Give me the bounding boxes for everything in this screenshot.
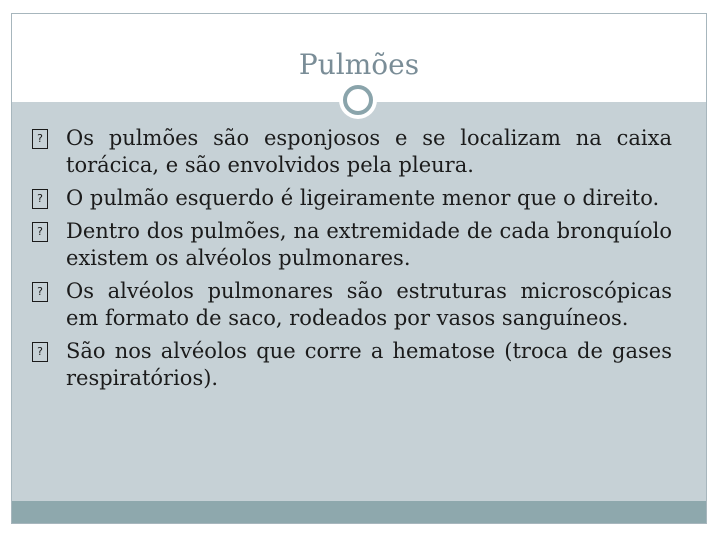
- bullet-text: O pulmão esquerdo é ligeiramente menor que o direito.: [66, 186, 660, 210]
- missing-glyph-bullet-icon: ?: [32, 129, 48, 149]
- slide: [11, 13, 707, 524]
- bullet-text: Os alvéolos pulmonares são estruturas microscópicas em formato de saco, rodeados por vasos sanguíneos.: [66, 279, 672, 330]
- footer-bar: [12, 501, 706, 523]
- missing-glyph-bullet-icon: ?: [32, 342, 48, 362]
- list-item: [32, 218, 672, 272]
- missing-glyph-bullet-icon: ?: [32, 189, 48, 209]
- missing-glyph-bullet-icon: ?: [32, 282, 48, 302]
- circle-ornament-icon: [339, 81, 377, 119]
- list-item: [32, 278, 672, 332]
- bullet-text: Os pulmões são esponjosos e se localizam na caixa torácica, e são envolvidos pela pleura.: [66, 126, 672, 177]
- list-item: [32, 338, 672, 392]
- circle-ring: [343, 85, 373, 115]
- missing-glyph-bullet-icon: ?: [32, 222, 48, 242]
- bullet-text: São nos alvéolos que corre a hematose (troca de gases respiratórios).: [66, 339, 672, 390]
- list-item: [32, 185, 672, 212]
- slide-title: Pulmões: [298, 48, 420, 81]
- bullet-list: [32, 125, 672, 398]
- bullet-text: Dentro dos pulmões, na extremidade de cada bronquíolo existem os alvéolos pulmonares.: [66, 219, 672, 270]
- list-item: [32, 125, 672, 179]
